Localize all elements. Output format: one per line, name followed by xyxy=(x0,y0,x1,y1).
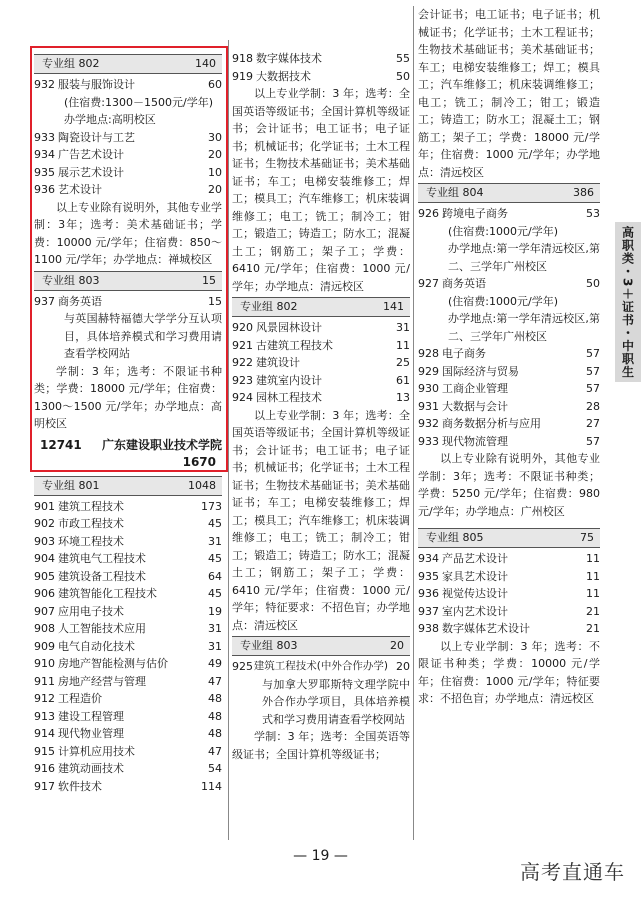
program-list-801 xyxy=(34,498,222,796)
program-row: 905 建筑设备工程技术 64 xyxy=(34,569,222,583)
program-row: 924 园林工程技术 13 xyxy=(232,391,410,404)
column-2 xyxy=(232,50,410,763)
program-row: 927 商务英语 50 xyxy=(418,277,600,290)
program-note: 与英国赫特福德大学学分互认项目，具体培养模式和学习费用请查看学校网站 xyxy=(64,312,222,360)
program-row: 918 数字媒体技术 55 xyxy=(232,52,410,65)
program-note: (住宿费:1000元/学年) xyxy=(448,224,558,238)
program-row: 911 房地产经营与管理 47 xyxy=(34,674,222,688)
program-row: 919 大数据技术 50 xyxy=(232,69,410,83)
program-row: 937 商务英语 15 xyxy=(34,294,222,308)
program-note: 办学地点:高明校区 xyxy=(64,113,156,126)
group-header-803: 专业组 803 15 xyxy=(34,271,222,291)
program-row: 904 建筑电气工程技术 45 xyxy=(34,552,222,565)
column-3 xyxy=(418,6,600,708)
program-row: 923 建筑室内设计 61 xyxy=(232,373,410,387)
program-row: 915 计算机应用技术 47 xyxy=(34,744,222,758)
program-row: 916 建筑动画技术 54 xyxy=(34,762,222,775)
group-notes: 以上专业除有说明外，其他专业学制：3年；选考：不限证书种类；学费：5250 元/学年；住宿费：980 元/学年；办学地点：广州校区 xyxy=(418,452,600,518)
group-notes: 以上专业学制：3 年；选考：全国英语等级证书；全国计算机等级证书；会计证书；电工证书；电子证书；机械证书；化学证书；土木工程证书；生物技术基础证书；美术基础证书；车工；电梯安装维修工；焊工；模具工；汽车维修工；机床装调维修工；电工；铣工；制冷工；钳工；锻造工；铸造工；防水工；混凝土工；钢筋工；架子工；学费：6410 元/学年；住宿费：1000 元/学年；办学地点：清远校区 xyxy=(232,87,410,293)
group-header-804: 专业组 804 386 xyxy=(418,183,600,203)
program-row: 935 展示艺术设计 10 xyxy=(34,165,222,179)
highlight-box xyxy=(30,46,228,472)
program-row: 928 电子商务 57 xyxy=(418,347,600,360)
side-tab: 高职类・3＋证书・中职生 xyxy=(615,222,641,382)
program-row: 908 人工智能技术应用 31 xyxy=(34,622,222,635)
group-header-802b: 专业组 802 141 xyxy=(232,297,410,317)
program-row: 910 房地产智能检测与估价 49 xyxy=(34,657,222,670)
program-row: 936 视觉传达设计 11 xyxy=(418,587,600,600)
program-row: 901 建筑工程技术 173 xyxy=(34,499,222,513)
program-row: 926 跨境电子商务 53 xyxy=(418,207,600,220)
group-header-805: 专业组 805 75 xyxy=(418,528,600,548)
program-row: 930 工商企业管理 57 xyxy=(418,382,600,395)
program-row: 902 市政工程技术 45 xyxy=(34,517,222,530)
program-row: 932 商务数据分析与应用 27 xyxy=(418,417,600,430)
group-notes: 以上专业学制：3 年；选考：不限证书种类；学费：10000 元/学年；住宿费：1000 元/学年；特征要求：不招色盲；办学地点：清远校区 xyxy=(418,639,600,705)
program-row: 903 环境工程技术 31 xyxy=(34,534,222,548)
group-notes: 学制：3 年；选考：不限证书种类；学费：18000 元/学年；住宿费：1300～1500 元/学年；办学地点：高明校区 xyxy=(34,364,222,430)
program-row: 933 现代物流管理 57 xyxy=(418,434,600,448)
program-row: 925 建筑工程技术(中外合作办学) 20 xyxy=(232,660,410,673)
program-row: 931 大数据与会计 28 xyxy=(418,399,600,413)
page-number: — 19 — xyxy=(293,848,348,864)
program-row: 934 广告艺术设计 20 xyxy=(34,148,222,161)
group-header-802: 专业组 802 140 xyxy=(34,54,222,74)
program-row: 914 现代物业管理 48 xyxy=(34,727,222,740)
program-note: (住宿费:1000元/学年) xyxy=(448,294,558,308)
group-notes: 会计证书；电工证书；电子证书；机械证书；化学证书；土木工程证书；生物技术基础证书；美术基础证书；车工；电梯安装维修工；焊工；模具工；汽车维修工；机床装调维修工；电工；铣工；制冷工；钳工；锻造工；铸造工；防水工；混凝土工；钢筋工；架子工；学费：18000 元/学年；住宿费：1000 元/学年；办学地点：清远校区 xyxy=(418,8,600,179)
school-count: 1670 xyxy=(182,455,216,469)
program-row: 936 艺术设计 20 xyxy=(34,183,222,196)
group-notes: 学制：3 年；选考：全国英语等级证书；全国计算机等级证书； xyxy=(232,730,410,761)
program-row: 920 风景园林设计 31 xyxy=(232,321,410,334)
program-note: (住宿费:1300－1500元/学年) xyxy=(64,95,213,109)
program-row: 938 数字媒体艺术设计 21 xyxy=(418,622,600,635)
program-row: 906 建筑智能化工程技术 45 xyxy=(34,587,222,600)
program-note: 办学地点:第一学年清远校区,第二、三学年广州校区 xyxy=(448,242,600,273)
program-row: 917 软件技术 114 xyxy=(34,779,222,793)
group-header-801: 专业组 801 1048 xyxy=(34,476,222,496)
program-row: 935 家具艺术设计 11 xyxy=(418,569,600,583)
program-row: 932 服装与服饰设计 60 xyxy=(34,78,222,91)
program-row: 921 古建筑工程技术 11 xyxy=(232,338,410,352)
program-row: 907 应用电子技术 19 xyxy=(34,604,222,618)
group-header-803b: 专业组 803 20 xyxy=(232,636,410,656)
program-row: 937 室内艺术设计 21 xyxy=(418,604,600,618)
column-divider xyxy=(228,40,229,840)
program-row: 934 产品艺术设计 11 xyxy=(418,552,600,565)
program-row: 912 工程造价 48 xyxy=(34,692,222,705)
group-notes: 以上专业学制：3 年；选考：全国英语等级证书；全国计算机等级证书；会计证书；电工证书；电子证书；机械证书；化学证书；土木工程证书；生物技术基础证书；美术基础证书；车工；电梯安装维修工；焊工；模具工；汽车维修工；机床装调维修工；电工；铣工；制冷工；钳工；锻造工；铸造工；防水工；混凝土工；钢筋工；架子工；学费：6410 元/学年；住宿费：1000 元/学年；特征要求：不招色盲；办学地点：清远校区 xyxy=(232,408,410,632)
group-notes: 以上专业除有说明外，其他专业学制：3年；选考：美术基础证书；学费：10000 元/学年；住宿费：850～1100 元/学年；办学地点：禅城校区 xyxy=(34,200,222,266)
program-row: 913 建设工程管理 48 xyxy=(34,709,222,723)
program-row: 929 国际经济与贸易 57 xyxy=(418,364,600,378)
program-note: 与加拿大罗耶斯特文理学院中外合作办学项目，具体培养模式和学习费用请查看学校网站 xyxy=(262,677,410,726)
program-note: 办学地点:第一学年清远校区,第二、三学年广州校区 xyxy=(448,312,600,343)
watermark: 高考直通车 xyxy=(520,860,625,884)
program-row: 922 建筑设计 25 xyxy=(232,356,410,369)
program-row: 909 电气自动化技术 31 xyxy=(34,639,222,653)
school-title: 12741 广东建设职业技术学院 xyxy=(40,437,222,452)
column-divider xyxy=(413,6,414,840)
program-row: 933 陶瓷设计与工艺 30 xyxy=(34,130,222,144)
